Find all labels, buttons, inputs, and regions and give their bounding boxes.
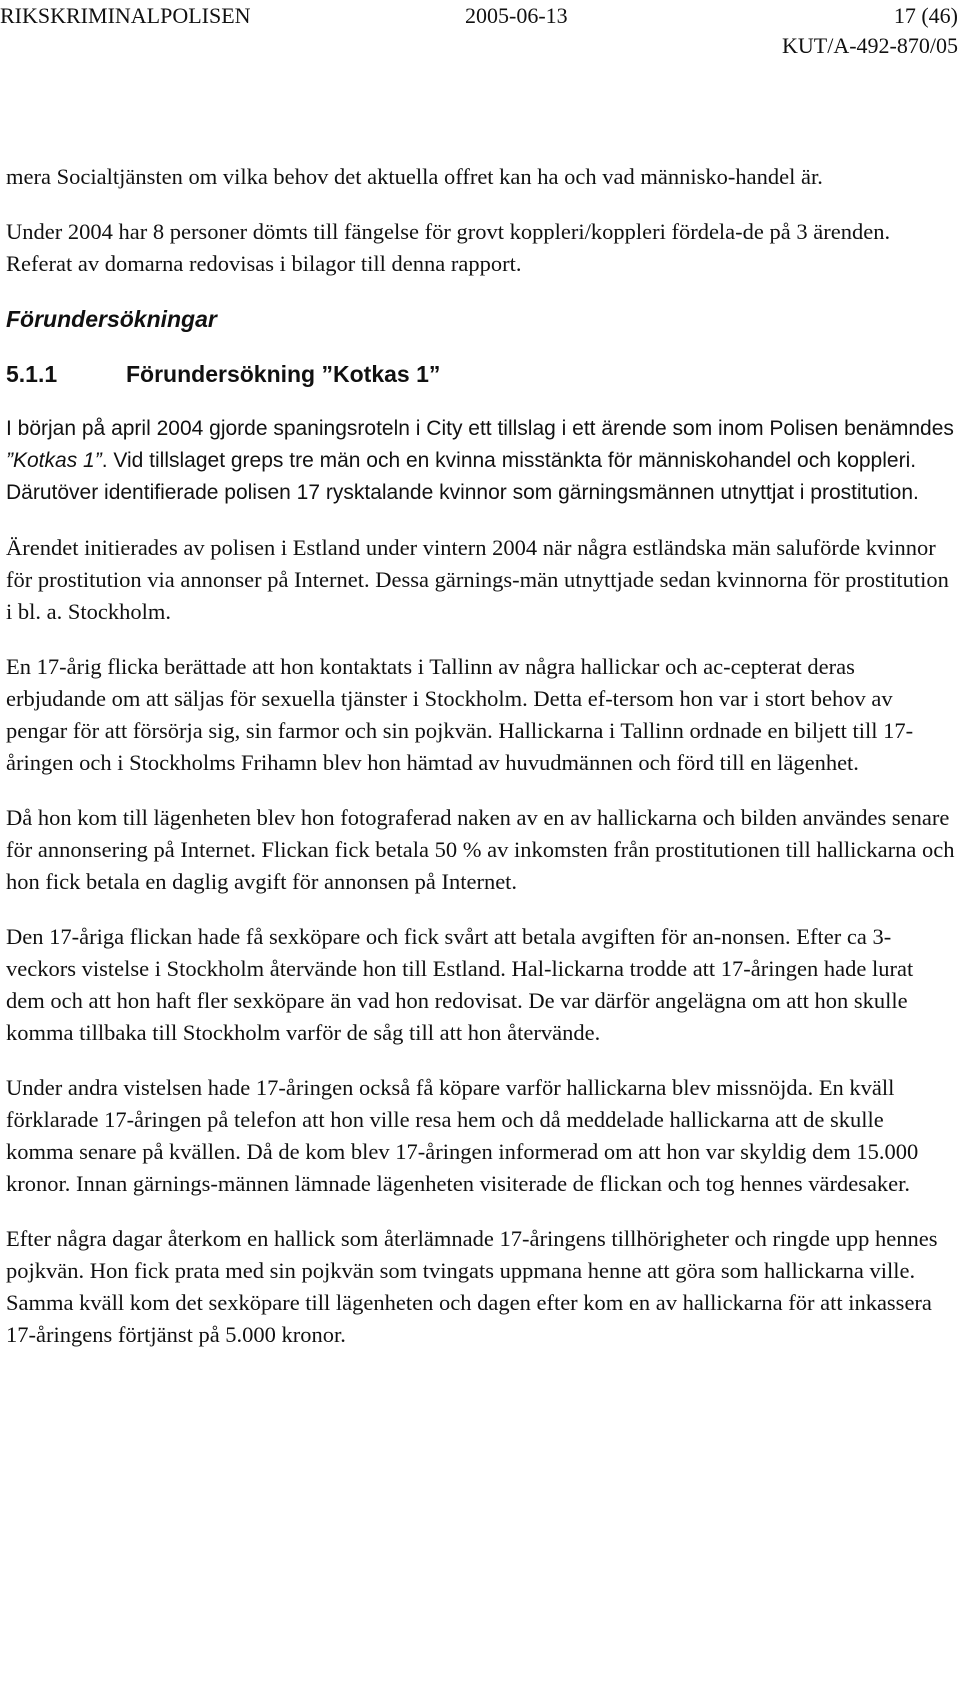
header-organization: RIKSKRIMINALPOLISEN	[0, 3, 251, 28]
subsection-title: Förundersökning ”Kotkas 1”	[126, 361, 441, 387]
paragraph-8: Under andra vistelsen hade 17-åringen också få köpare varför hallickarna blev missnöjda. En kväll förklarade 17-åringen på telefon att hon ville resa hem och då meddelade hallickarna att de skulle komma senare på kvällen. Då de kom blev 17-åringen informerad om att hon var skyldig dem 15.000 kronor. Innan gärnings-männen lämnade lägenheten visiterade de flickan och tog hennes värdesaker.	[6, 1075, 919, 1196]
page-header	[0, 2, 960, 66]
paragraph-4: Ärendet initierades av polisen i Estland under vintern 2004 när några estländska män saluförde kvinnor för prostitution via annonser på Internet. Dessa gärnings-män utnyttjade sedan kvinnorna för prostitution i bl. a. Stockholm.	[6, 535, 949, 624]
paragraph-3	[6, 413, 956, 509]
paragraph-6: Då hon kom till lägenheten blev hon fotograferad naken av en av hallickarna och bilden användes senare för annonsering på Internet. Flickan fick betala 50 % av inkomsten från prostitutionen till hallickarna och hon fick betala en daglig avgift för annonsen på Internet.	[6, 805, 955, 894]
document-body	[6, 161, 956, 1374]
subsection-number: 5.1.1	[6, 361, 58, 387]
paragraph-2: Under 2004 har 8 personer dömts till fängelse för grovt koppleri/koppleri fördela-de på 3 ärenden. Referat av domarna redovisas i bilagor till denna rapport.	[6, 219, 891, 276]
paragraph-3-text-b: . Vid tillslaget greps tre män och en kvinna misstänkta för människohandel och koppleri. Därutöver identifierade polisen 17 rysktalande kvinnor som gärningsmännen utnyttjat i prostitution.	[6, 449, 919, 504]
paragraph-7: Den 17-åriga flickan hade få sexköpare och fick svårt att betala avgiften för an-nonsen. Efter ca 3-veckors vistelse i Stockholm återvände hon till Estland. Hal-lickarna trodde att 17-åringen hade lurat dem och att hon haft fler sexköpare än vad hon redovisat. De var därför angelägna om att hon skulle komma tillbaka till Stockholm varför de såg till att hon återvände.	[6, 924, 914, 1045]
header-reference: KUT/A-492-870/05	[782, 33, 958, 58]
paragraph-1: mera Socialtjänsten om vilka behov det aktuella offret kan ha och vad människo-handel är.	[6, 164, 823, 189]
paragraph-9: Efter några dagar återkom en hallick som återlämnade 17-åringens tillhörigheter och ringde upp hennes pojkvän. Hon fick prata med sin pojkvän som tvingats uppmana henne att göra som hallickarna ville. Samma kväll kom det sexköpare till lägenheten och dagen efter kom en av hallickarna för att inkassera 17-åringens förtjänst på 5.000 kronor.	[6, 1226, 938, 1347]
section-heading: Förundersökningar	[6, 306, 217, 332]
header-page-number: 17 (46)	[893, 3, 958, 28]
paragraph-3-text-a: I början på april 2004 gjorde spaningsroteln i City ett tillslag i ett ärende som inom Polisen benämndes	[6, 417, 954, 440]
paragraph-3-italic: ”Kotkas 1”	[6, 449, 102, 472]
header-date: 2005-06-13	[465, 3, 568, 28]
paragraph-5: En 17-årig flicka berättade att hon kontaktats i Tallinn av några hallickar och ac-cepterat deras erbjudande om att säljas för sexuella tjänster i Stockholm. Detta ef-tersom hon var i stort behov av pengar för att försörja sig, sin farmor och sin pojkvän. Hallickarna i Tallinn ordnade en biljett till 17-åringen och i Stockholms Frihamn blev hon hämtad av huvudmännen och förd till en lägenhet.	[6, 654, 914, 775]
subsection-heading	[6, 358, 956, 390]
